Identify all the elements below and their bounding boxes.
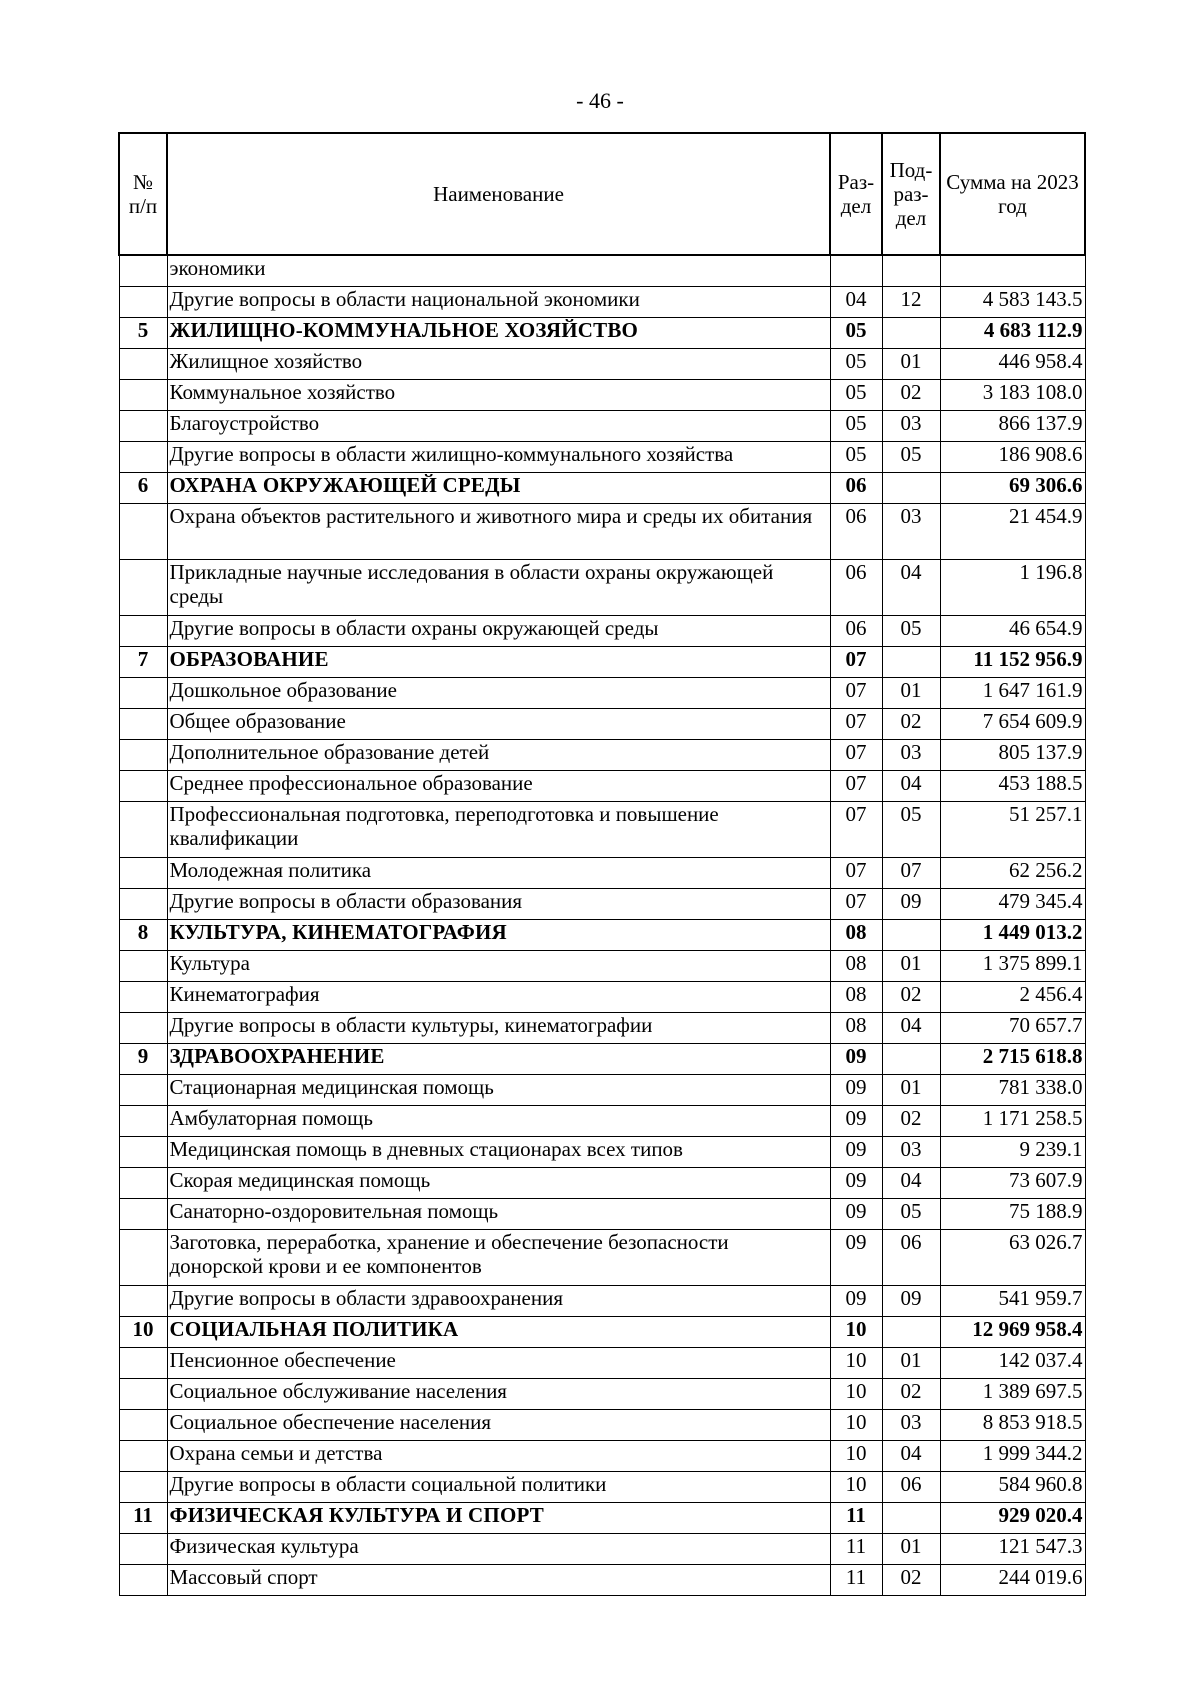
budget-table xyxy=(118,132,1086,1596)
row-name: Другие вопросы в области культуры, кинематографии xyxy=(167,1012,830,1043)
row-number xyxy=(119,857,167,888)
table-row xyxy=(119,1012,1085,1043)
row-number xyxy=(119,1074,167,1105)
row-sum: 1 647 161.9 xyxy=(940,677,1085,708)
row-number xyxy=(119,1347,167,1378)
table-body xyxy=(119,255,1085,1595)
row-name: ЖИЛИЩНО-КОММУНАЛЬНОЕ ХОЗЯЙСТВО xyxy=(167,317,830,348)
row-podrazdel: 02 xyxy=(882,708,940,739)
table-row xyxy=(119,1105,1085,1136)
row-sum: 70 657.7 xyxy=(940,1012,1085,1043)
table-row xyxy=(119,1136,1085,1167)
row-number xyxy=(119,255,167,286)
row-sum: 584 960.8 xyxy=(940,1471,1085,1502)
row-razdel: 09 xyxy=(830,1043,882,1074)
table-row xyxy=(119,1440,1085,1471)
row-number: 8 xyxy=(119,919,167,950)
table-row xyxy=(119,770,1085,801)
row-name: Амбулаторная помощь xyxy=(167,1105,830,1136)
row-razdel: 09 xyxy=(830,1136,882,1167)
table-row xyxy=(119,1167,1085,1198)
row-sum: 4 683 112.9 xyxy=(940,317,1085,348)
header-razdel: Раз-дел xyxy=(830,133,882,255)
row-razdel: 09 xyxy=(830,1285,882,1316)
row-podrazdel: 04 xyxy=(882,1167,940,1198)
row-number: 9 xyxy=(119,1043,167,1074)
row-sum: 3 183 108.0 xyxy=(940,379,1085,410)
row-razdel: 07 xyxy=(830,739,882,770)
row-number xyxy=(119,1533,167,1564)
row-number xyxy=(119,1012,167,1043)
row-podrazdel: 01 xyxy=(882,1347,940,1378)
table-row xyxy=(119,801,1085,857)
section-row xyxy=(119,1502,1085,1533)
row-podrazdel: 12 xyxy=(882,286,940,317)
table-row xyxy=(119,255,1085,286)
table-row xyxy=(119,857,1085,888)
row-razdel: 07 xyxy=(830,857,882,888)
row-name: Профессиональная подготовка, переподготовка и повышение квалификации xyxy=(167,801,830,857)
row-sum: 9 239.1 xyxy=(940,1136,1085,1167)
table-row xyxy=(119,441,1085,472)
row-podrazdel: 09 xyxy=(882,888,940,919)
row-sum: 142 037.4 xyxy=(940,1347,1085,1378)
row-razdel: 07 xyxy=(830,888,882,919)
row-podrazdel xyxy=(882,472,940,503)
row-number xyxy=(119,801,167,857)
row-number xyxy=(119,441,167,472)
row-podrazdel: 06 xyxy=(882,1471,940,1502)
row-podrazdel: 03 xyxy=(882,410,940,441)
header-podrazdel: Под-раз-дел xyxy=(882,133,940,255)
row-number xyxy=(119,677,167,708)
row-number xyxy=(119,1198,167,1229)
row-name: Общее образование xyxy=(167,708,830,739)
header-sum: Сумма на 2023 год xyxy=(940,133,1085,255)
row-razdel: 10 xyxy=(830,1378,882,1409)
row-razdel: 11 xyxy=(830,1502,882,1533)
row-sum: 244 019.6 xyxy=(940,1564,1085,1595)
row-number xyxy=(119,410,167,441)
row-number xyxy=(119,1471,167,1502)
row-podrazdel: 09 xyxy=(882,1285,940,1316)
table-row xyxy=(119,739,1085,770)
row-name: Благоустройство xyxy=(167,410,830,441)
row-sum: 929 020.4 xyxy=(940,1502,1085,1533)
row-sum: 2 456.4 xyxy=(940,981,1085,1012)
row-name: Дополнительное образование детей xyxy=(167,739,830,770)
row-name: Другие вопросы в области жилищно-коммунального хозяйства xyxy=(167,441,830,472)
row-razdel: 05 xyxy=(830,441,882,472)
row-sum: 4 583 143.5 xyxy=(940,286,1085,317)
row-razdel: 07 xyxy=(830,646,882,677)
row-sum: 73 607.9 xyxy=(940,1167,1085,1198)
row-number xyxy=(119,739,167,770)
row-razdel: 09 xyxy=(830,1167,882,1198)
row-podrazdel: 01 xyxy=(882,677,940,708)
row-razdel: 05 xyxy=(830,348,882,379)
row-name: Коммунальное хозяйство xyxy=(167,379,830,410)
row-podrazdel: 02 xyxy=(882,1564,940,1595)
row-podrazdel xyxy=(882,1502,940,1533)
row-sum: 62 256.2 xyxy=(940,857,1085,888)
table-row xyxy=(119,1074,1085,1105)
row-podrazdel: 03 xyxy=(882,739,940,770)
row-name: КУЛЬТУРА, КИНЕМАТОГРАФИЯ xyxy=(167,919,830,950)
row-number xyxy=(119,1378,167,1409)
row-podrazdel: 04 xyxy=(882,1012,940,1043)
table-row xyxy=(119,559,1085,615)
row-name: Жилищное хозяйство xyxy=(167,348,830,379)
row-number: 10 xyxy=(119,1316,167,1347)
table-row xyxy=(119,1533,1085,1564)
row-podrazdel xyxy=(882,317,940,348)
row-razdel: 11 xyxy=(830,1564,882,1595)
row-name: Другие вопросы в области национальной экономики xyxy=(167,286,830,317)
row-name: экономики xyxy=(167,255,830,286)
section-row xyxy=(119,1043,1085,1074)
row-razdel: 05 xyxy=(830,317,882,348)
row-razdel: 04 xyxy=(830,286,882,317)
row-number xyxy=(119,379,167,410)
row-name: Заготовка, переработка, хранение и обеспечение безопасности донорской крови и ее компонентов xyxy=(167,1229,830,1285)
row-sum: 1 375 899.1 xyxy=(940,950,1085,981)
row-number xyxy=(119,503,167,559)
row-name: Кинематография xyxy=(167,981,830,1012)
row-sum: 453 188.5 xyxy=(940,770,1085,801)
table-row xyxy=(119,286,1085,317)
row-name: ЗДРАВООХРАНЕНИЕ xyxy=(167,1043,830,1074)
row-podrazdel: 01 xyxy=(882,348,940,379)
table-row xyxy=(119,503,1085,559)
row-razdel: 07 xyxy=(830,770,882,801)
row-name: Другие вопросы в области охраны окружающей среды xyxy=(167,615,830,646)
table-row xyxy=(119,615,1085,646)
row-razdel: 10 xyxy=(830,1440,882,1471)
row-number xyxy=(119,1285,167,1316)
row-sum: 11 152 956.9 xyxy=(940,646,1085,677)
row-number xyxy=(119,615,167,646)
row-number xyxy=(119,1440,167,1471)
row-sum: 1 449 013.2 xyxy=(940,919,1085,950)
row-name: СОЦИАЛЬНАЯ ПОЛИТИКА xyxy=(167,1316,830,1347)
row-number: 5 xyxy=(119,317,167,348)
table-row xyxy=(119,410,1085,441)
row-razdel: 11 xyxy=(830,1533,882,1564)
table-row xyxy=(119,1229,1085,1285)
row-razdel: 10 xyxy=(830,1471,882,1502)
row-podrazdel xyxy=(882,919,940,950)
row-name: Социальное обеспечение населения xyxy=(167,1409,830,1440)
table-row xyxy=(119,950,1085,981)
row-razdel: 06 xyxy=(830,503,882,559)
row-name: Молодежная политика xyxy=(167,857,830,888)
row-sum: 479 345.4 xyxy=(940,888,1085,919)
row-razdel: 09 xyxy=(830,1105,882,1136)
section-row xyxy=(119,317,1085,348)
row-razdel: 05 xyxy=(830,379,882,410)
row-podrazdel: 03 xyxy=(882,503,940,559)
row-podrazdel: 01 xyxy=(882,1533,940,1564)
row-sum: 51 257.1 xyxy=(940,801,1085,857)
row-sum: 541 959.7 xyxy=(940,1285,1085,1316)
row-sum: 1 171 258.5 xyxy=(940,1105,1085,1136)
header-name: Наименование xyxy=(167,133,830,255)
row-razdel: 08 xyxy=(830,981,882,1012)
row-sum: 46 654.9 xyxy=(940,615,1085,646)
row-number xyxy=(119,1229,167,1285)
row-sum: 12 969 958.4 xyxy=(940,1316,1085,1347)
row-sum: 186 908.6 xyxy=(940,441,1085,472)
row-name: Другие вопросы в области образования xyxy=(167,888,830,919)
row-sum: 1 196.8 xyxy=(940,559,1085,615)
table-row xyxy=(119,1198,1085,1229)
row-sum xyxy=(940,255,1085,286)
row-razdel: 10 xyxy=(830,1347,882,1378)
row-name: Другие вопросы в области социальной политики xyxy=(167,1471,830,1502)
row-razdel: 08 xyxy=(830,1012,882,1043)
table-header-row xyxy=(119,133,1085,255)
table-row xyxy=(119,1409,1085,1440)
row-sum: 866 137.9 xyxy=(940,410,1085,441)
row-razdel: 06 xyxy=(830,615,882,646)
row-name: Охрана семьи и детства xyxy=(167,1440,830,1471)
table-row xyxy=(119,1285,1085,1316)
table-row xyxy=(119,677,1085,708)
row-podrazdel: 02 xyxy=(882,1378,940,1409)
row-razdel: 08 xyxy=(830,919,882,950)
row-sum: 1 999 344.2 xyxy=(940,1440,1085,1471)
row-number xyxy=(119,1136,167,1167)
row-podrazdel: 05 xyxy=(882,801,940,857)
row-name: Другие вопросы в области здравоохранения xyxy=(167,1285,830,1316)
row-number: 7 xyxy=(119,646,167,677)
table-row xyxy=(119,981,1085,1012)
row-podrazdel: 04 xyxy=(882,559,940,615)
row-podrazdel: 03 xyxy=(882,1136,940,1167)
row-podrazdel: 07 xyxy=(882,857,940,888)
row-sum: 1 389 697.5 xyxy=(940,1378,1085,1409)
row-name: ОБРАЗОВАНИЕ xyxy=(167,646,830,677)
row-razdel xyxy=(830,255,882,286)
row-number xyxy=(119,950,167,981)
row-razdel: 07 xyxy=(830,677,882,708)
table-row xyxy=(119,1564,1085,1595)
table-row xyxy=(119,1378,1085,1409)
row-sum: 805 137.9 xyxy=(940,739,1085,770)
row-number xyxy=(119,559,167,615)
row-sum: 2 715 618.8 xyxy=(940,1043,1085,1074)
row-number xyxy=(119,708,167,739)
row-podrazdel: 02 xyxy=(882,1105,940,1136)
row-razdel: 07 xyxy=(830,801,882,857)
row-number xyxy=(119,1105,167,1136)
row-name: Среднее профессиональное образование xyxy=(167,770,830,801)
row-podrazdel xyxy=(882,1316,940,1347)
row-razdel: 09 xyxy=(830,1229,882,1285)
row-sum: 7 654 609.9 xyxy=(940,708,1085,739)
row-number xyxy=(119,1167,167,1198)
row-number xyxy=(119,888,167,919)
row-razdel: 09 xyxy=(830,1198,882,1229)
row-podrazdel: 05 xyxy=(882,441,940,472)
row-number xyxy=(119,1564,167,1595)
row-razdel: 10 xyxy=(830,1409,882,1440)
row-razdel: 05 xyxy=(830,410,882,441)
row-sum: 781 338.0 xyxy=(940,1074,1085,1105)
row-podrazdel: 02 xyxy=(882,981,940,1012)
table-row xyxy=(119,708,1085,739)
row-name: ОХРАНА ОКРУЖАЮЩЕЙ СРЕДЫ xyxy=(167,472,830,503)
row-razdel: 09 xyxy=(830,1074,882,1105)
row-razdel: 06 xyxy=(830,472,882,503)
row-razdel: 08 xyxy=(830,950,882,981)
page-number: - 46 - xyxy=(576,88,624,113)
table-row xyxy=(119,1347,1085,1378)
row-number xyxy=(119,286,167,317)
row-podrazdel xyxy=(882,646,940,677)
row-podrazdel: 05 xyxy=(882,1198,940,1229)
table-row xyxy=(119,888,1085,919)
row-podrazdel: 02 xyxy=(882,379,940,410)
row-name: Социальное обслуживание населения xyxy=(167,1378,830,1409)
row-number xyxy=(119,770,167,801)
row-podrazdel: 04 xyxy=(882,770,940,801)
row-sum: 121 547.3 xyxy=(940,1533,1085,1564)
row-razdel: 07 xyxy=(830,708,882,739)
row-razdel: 10 xyxy=(830,1316,882,1347)
row-podrazdel: 03 xyxy=(882,1409,940,1440)
row-razdel: 06 xyxy=(830,559,882,615)
row-name: Пенсионное обеспечение xyxy=(167,1347,830,1378)
row-number xyxy=(119,1409,167,1440)
row-name: Прикладные научные исследования в области охраны окружающей среды xyxy=(167,559,830,615)
row-number xyxy=(119,981,167,1012)
table-row xyxy=(119,348,1085,379)
section-row xyxy=(119,1316,1085,1347)
row-name: Медицинская помощь в дневных стационарах всех типов xyxy=(167,1136,830,1167)
row-name: Массовый спорт xyxy=(167,1564,830,1595)
row-sum: 75 188.9 xyxy=(940,1198,1085,1229)
table-row xyxy=(119,379,1085,410)
row-name: Скорая медицинская помощь xyxy=(167,1167,830,1198)
section-row xyxy=(119,919,1085,950)
row-sum: 446 958.4 xyxy=(940,348,1085,379)
row-name: Охрана объектов растительного и животного мира и среды их обитания xyxy=(167,503,830,559)
row-name: Физическая культура xyxy=(167,1533,830,1564)
section-row xyxy=(119,646,1085,677)
row-number: 6 xyxy=(119,472,167,503)
row-name: Культура xyxy=(167,950,830,981)
row-podrazdel: 06 xyxy=(882,1229,940,1285)
row-number: 11 xyxy=(119,1502,167,1533)
row-name: ФИЗИЧЕСКАЯ КУЛЬТУРА И СПОРТ xyxy=(167,1502,830,1533)
row-podrazdel: 01 xyxy=(882,950,940,981)
table-row xyxy=(119,1471,1085,1502)
row-sum: 69 306.6 xyxy=(940,472,1085,503)
row-podrazdel: 01 xyxy=(882,1074,940,1105)
row-sum: 63 026.7 xyxy=(940,1229,1085,1285)
row-name: Стационарная медицинская помощь xyxy=(167,1074,830,1105)
row-number xyxy=(119,348,167,379)
row-name: Санаторно-оздоровительная помощь xyxy=(167,1198,830,1229)
row-name: Дошкольное образование xyxy=(167,677,830,708)
row-podrazdel xyxy=(882,255,940,286)
row-podrazdel: 04 xyxy=(882,1440,940,1471)
row-podrazdel xyxy=(882,1043,940,1074)
row-sum: 8 853 918.5 xyxy=(940,1409,1085,1440)
section-row xyxy=(119,472,1085,503)
row-podrazdel: 05 xyxy=(882,615,940,646)
row-sum: 21 454.9 xyxy=(940,503,1085,559)
header-num: № п/п xyxy=(119,133,167,255)
